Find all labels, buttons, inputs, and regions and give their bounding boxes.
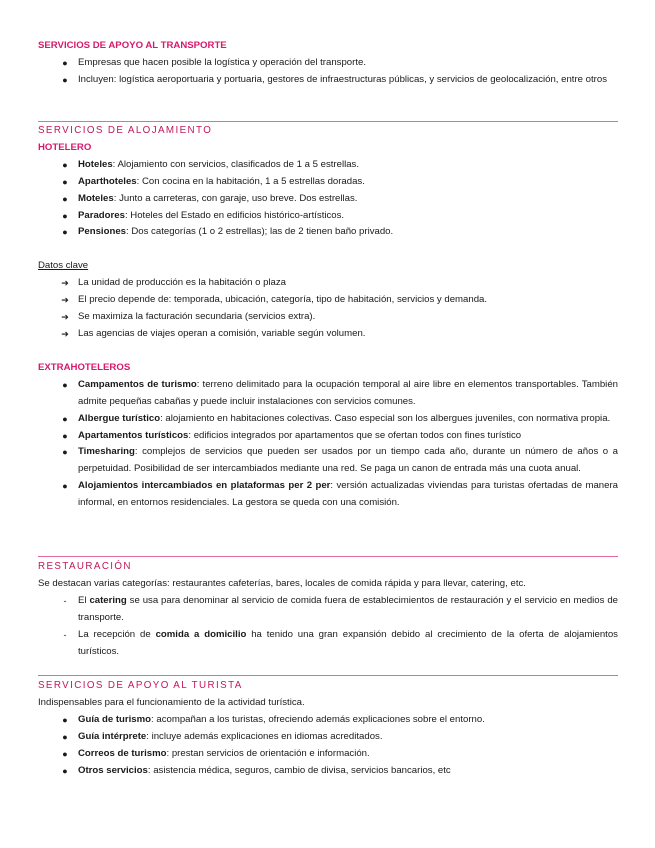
section-restauracion bbox=[38, 559, 618, 660]
list-item: ● Hoteles: Alojamiento con servicios, clasificados de 1 a 5 estrellas. bbox=[38, 157, 618, 174]
datos-clave-title: Datos clave bbox=[38, 260, 89, 272]
bullet-list bbox=[38, 712, 618, 780]
section-intro: Indispensables para el funcionamiento de la actividad turística. bbox=[38, 696, 305, 708]
bullet-dot-icon: ● bbox=[62, 714, 68, 725]
bullet-list bbox=[38, 55, 618, 89]
list-item: ● Albergue turístico: alojamiento en habitaciones colectivas. Caso especial son los albergues juveniles, con normativa propia. bbox=[38, 411, 618, 428]
list-item: ● Correos de turismo: prestan servicios de orientación e información. bbox=[38, 746, 618, 763]
bullet-dot-icon: ● bbox=[62, 430, 68, 441]
list-item: ➔ La unidad de producción es la habitación o plaza bbox=[38, 275, 618, 292]
list-item: ● Aparthoteles: Con cocina en la habitación, 1 a 5 estrellas doradas. bbox=[38, 174, 618, 191]
list-item: ● Alojamientos intercambiados en plataformas per 2 per: versión actualizadas viviendas para turistas ofertadas de manera informal, en entornos residenciales. La gestora se queda con una comisión. bbox=[38, 478, 618, 512]
bullet-dot-icon: ● bbox=[62, 57, 68, 68]
dash-list bbox=[38, 593, 618, 661]
list-item: ● Moteles: Junto a carreteras, con garaje, uso breve. Dos estrellas. bbox=[38, 191, 618, 208]
arrow-right-icon: ➔ bbox=[61, 295, 69, 306]
section-intro: Se destacan varias categorías: restaurantes cafeterías, bares, locales de comida rápida y para llevar, catering, etc. bbox=[38, 577, 526, 589]
list-item: - El catering se usa para denominar al servicio de comida fuera de establecimientos de restauración y el servicio en medios de transporte. bbox=[38, 593, 618, 627]
dash-icon: - bbox=[63, 595, 67, 606]
dash-icon: - bbox=[63, 629, 67, 640]
list-item: ● Incluyen: logística aeroportuaria y portuaria, gestores de infraestructuras públicas, y servicios de geolocalización, entre otros bbox=[38, 72, 618, 89]
section-divider bbox=[38, 121, 618, 122]
bullet-dot-icon: ● bbox=[62, 193, 68, 204]
list-item: - La recepción de comida a domicilio ha tenido una gran expansión debido al crecimiento de la oferta de alojamientos turísticos. bbox=[38, 627, 618, 661]
bullet-dot-icon: ● bbox=[62, 210, 68, 221]
bullet-dot-icon: ● bbox=[62, 379, 68, 390]
section-divider bbox=[38, 675, 618, 676]
list-item: ➔ El precio depende de: temporada, ubicación, categoría, tipo de habitación, servicios y demanda. bbox=[38, 292, 618, 309]
list-item: ● Otros servicios: asistencia médica, seguros, cambio de divisa, servicios bancarios, etc bbox=[38, 763, 618, 780]
list-item: ● Timesharing: complejos de servicios que pueden ser usados por un tiempo cada año, durante un número de años o a perpetuidad. Posibilidad de ser intercambiados mediante una red. Se paga un canon de entrada más una cuota anual. bbox=[38, 444, 618, 478]
subsection-heading-extrahoteleros: EXTRAHOTELEROS bbox=[38, 361, 131, 373]
list-item: ➔ Se maximiza la facturación secundaria (servicios extra). bbox=[38, 309, 618, 326]
bullet-dot-icon: ● bbox=[62, 765, 68, 776]
section-transport-support bbox=[38, 38, 618, 89]
datos-list bbox=[38, 275, 618, 343]
section-heading: SERVICIOS DE APOYO AL TRANSPORTE bbox=[38, 40, 227, 51]
bullet-dot-icon: ● bbox=[62, 748, 68, 759]
bullet-dot-icon: ● bbox=[62, 227, 68, 238]
extra-list bbox=[38, 377, 618, 512]
bullet-dot-icon: ● bbox=[62, 159, 68, 170]
bullet-dot-icon: ● bbox=[62, 731, 68, 742]
hotel-list bbox=[38, 157, 618, 242]
bullet-dot-icon: ● bbox=[62, 176, 68, 187]
section-heading: SERVICIOS DE ALOJAMIENTO bbox=[38, 125, 213, 136]
subsection-heading-hotelero: HOTELERO bbox=[38, 141, 92, 153]
list-item: ● Campamentos de turismo: terreno delimitado para la ocupación temporal al aire libre en elementos transportables. También admite pequeñas cabañas y puede incluir instalaciones con servicios comunes. bbox=[38, 377, 618, 411]
arrow-right-icon: ➔ bbox=[61, 312, 69, 323]
section-tourist-support bbox=[38, 678, 618, 779]
bullet-dot-icon: ● bbox=[62, 447, 68, 458]
section-heading: RESTAURACIÓN bbox=[38, 561, 132, 572]
list-item: ● Guía intérprete: incluye además explicaciones en idiomas acreditados. bbox=[38, 729, 618, 746]
section-heading: SERVICIOS DE APOYO AL TURISTA bbox=[38, 680, 243, 691]
arrow-right-icon: ➔ bbox=[61, 278, 69, 289]
list-item: ● Paradores: Hoteles del Estado en edificios histórico-artísticos. bbox=[38, 208, 618, 225]
section-divider bbox=[38, 556, 618, 557]
list-item: ● Guía de turismo: acompañan a los turistas, ofreciendo además explicaciones sobre el entorno. bbox=[38, 712, 618, 729]
section-lodging bbox=[38, 123, 618, 512]
list-item: ➔ Las agencias de viajes operan a comisión, variable según volumen. bbox=[38, 326, 618, 343]
bullet-dot-icon: ● bbox=[62, 413, 68, 424]
bullet-dot-icon: ● bbox=[62, 74, 68, 85]
list-item: ● Apartamentos turísticos: edificios integrados por apartamentos que se ofertan todos con fines turístico bbox=[38, 428, 618, 445]
list-item: ● Pensiones: Dos categorías (1 o 2 estrellas); las de 2 tienen baño privado. bbox=[38, 224, 618, 241]
bullet-dot-icon: ● bbox=[62, 481, 68, 492]
list-item: ● Empresas que hacen posible la logística y operación del transporte. bbox=[38, 55, 618, 72]
arrow-right-icon: ➔ bbox=[61, 328, 69, 339]
